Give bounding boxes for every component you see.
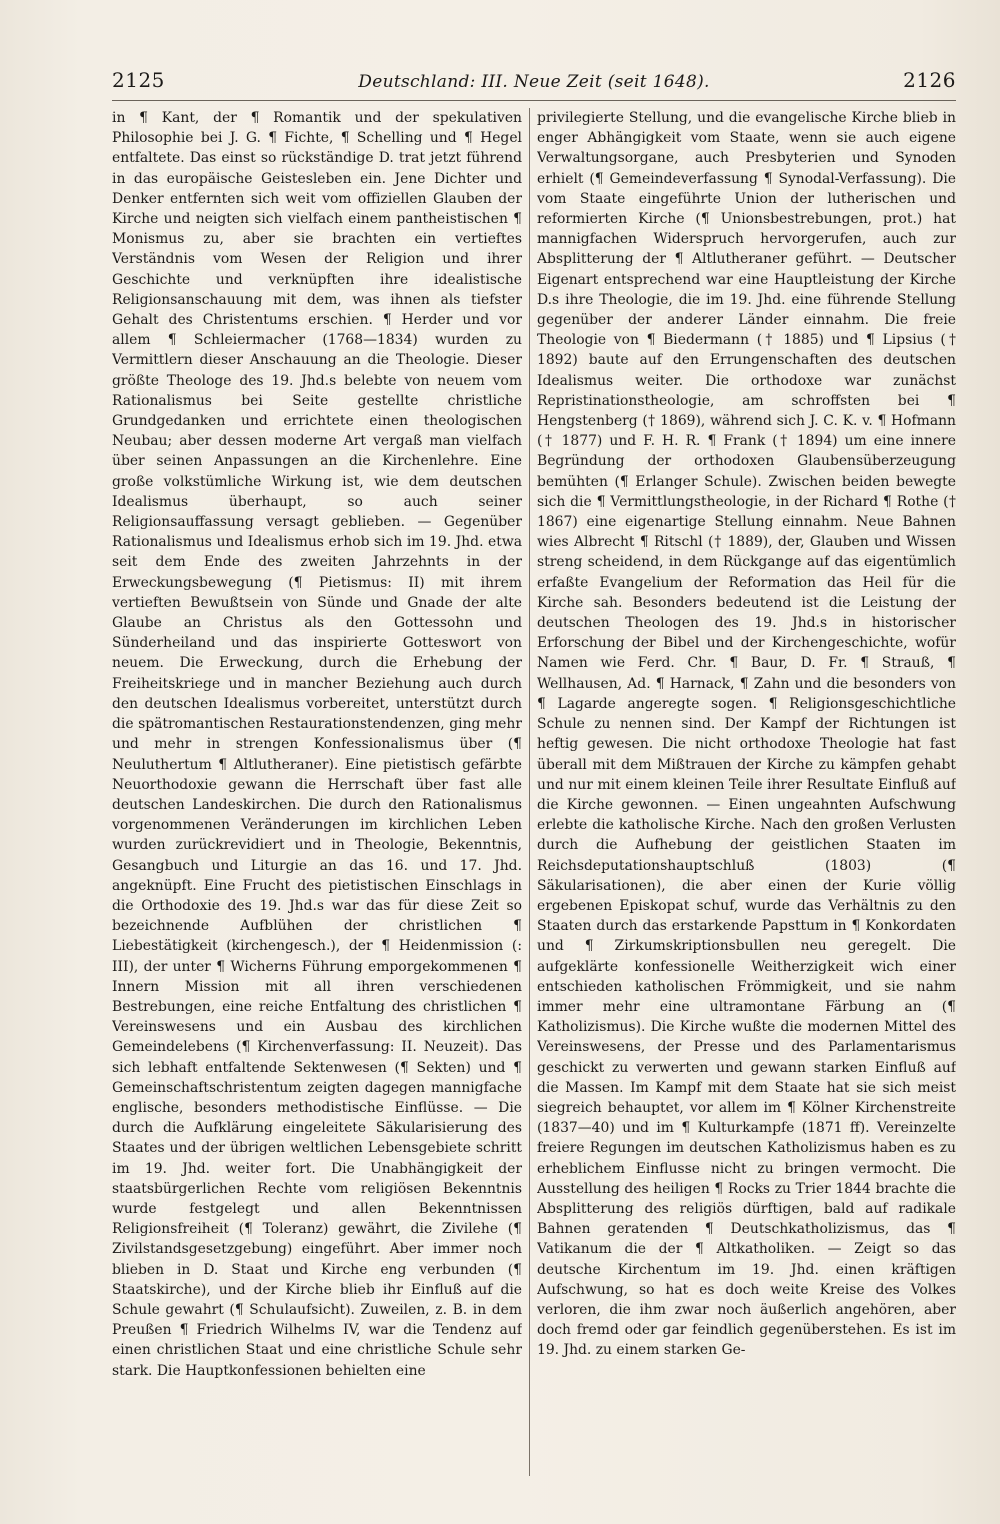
header-rule <box>112 100 956 101</box>
left-column-text: in ¶ Kant, der ¶ Romantik und der spekulativen Philosophie bei J. G. ¶ Fichte, ¶ Schelling und ¶ Hegel entfaltete. Das einst so rückständige D. trat jetzt führend in das europäische Geistesleben ein. Jene Dichter und Denker entfernten sich weit vom offiziellen Glauben der Kirche und neigten sich vielfach einem pantheistischen ¶ Monismus zu, aber sie brachten ein vertieftes Verständnis vom Wesen der Religion und ihrer Geschichte und verknüpften ihre idealistische Religionsanschauung mit dem, was ihnen als tiefster Gehalt des Christentums erschien. ¶ Herder und vor allem ¶ Schleiermacher (1768—1834) wurden zu Vermittlern dieser Anschauung an die Theologie. Dieser größte Theologe des 19. Jhd.s belebte von neuem vom Rationalismus bei Seite gestellte christliche Grundgedanken und errichtete einen theologischen Neubau; aber dessen moderne Art vergaß man vielfach über seinen Anpassungen an die Kirchenlehre. Eine große volkstümliche Wirkung ist, wie dem deutschen Idealismus überhaupt, so auch seiner Religionsauffassung versagt geblieben. — Gegenüber Rationalismus und Idealismus erhob sich im 19. Jhd. etwa seit dem Ende des zweiten Jahrzehnts in der Erweckungsbewegung (¶ Pietismus: II) mit ihrem vertieften Bewußtsein von Sünde und Gnade der alte Glaube an Christus als den Gottessohn und Sünderheiland und das inspirierte Gotteswort von neuem. Die Erweckung, durch die Erhebung der Freiheitskriege und in mancher Beziehung auch durch den deutschen Idealismus vorbereitet, unterstützt durch die spätromantischen Restaurationstendenzen, ging mehr und mehr in strengen Konfessionalismus über (¶ Neuluthertum ¶ Altlutheraner). Eine pietistisch gefärbte Neuorthodoxie gewann die Herrschaft über fast alle deutschen Landeskirchen. Die durch den Rationalismus vorgenommenen Veränderungen im kirchlichen Leben wurden zurückrevidiert und in Theologie, Bekenntnis, Gesangbuch und Liturgie an das 16. und 17. Jhd. angeknüpft. Eine Frucht des pietistischen Einschlags in die Orthodoxie des 19. Jhd.s war das für diese Zeit so bezeichnende Aufblühen der christlichen ¶ Liebestätigkeit (kirchengesch.), der ¶ Heidenmission (: III), der unter ¶ Wicherns Führung emporgekommenen ¶ Innern Mission mit all ihren verschiedenen Bestrebungen, eine reiche Entfaltung des christlichen ¶ Vereinswesens und ein Ausbau des kirchlichen Gemeindelebens (¶ Kirchenverfassung: II. Neuzeit). Das sich lebhaft entfaltende Sektenwesen (¶ Sekten) und ¶ Gemeinschaftschristentum zeigten dagegen mannigfache englische, besonders methodistische Einflüsse. — Die durch die Aufklärung eingeleitete Säkularisierung des Staates und der übrigen weltlichen Lebensgebiete schritt im 19. Jhd. weiter fort. Die Unabhängigkeit der staatsbürgerlichen Rechte vom religiösen Bekenntnis wurde festgelegt und allen Bekenntnissen Religionsfreiheit (¶ Toleranz) gewährt, die Zivilehe (¶ Zivilstandsgesetzgebung) eingeführt. Aber immer noch blieben in D. Staat und Kirche eng verbunden (¶ Staatskirche), und der Kirche blieb ihr Einfluß auf die Schule gewahrt (¶ Schulaufsicht). Zuweilen, z. B. in dem Preußen ¶ Friedrich Wilhelms IV, war die Tendenz auf einen christlichen Staat und eine christliche Schule sehr stark. Die Hauptkonfessionen behielten eine <box>112 110 522 1379</box>
running-header <box>112 62 956 92</box>
left-page-number: 2125 <box>112 68 165 92</box>
column-divider <box>529 108 530 1476</box>
header-title: Deutschland: III. Neue Zeit (seit 1648). <box>358 72 710 92</box>
left-column <box>112 108 522 1488</box>
right-page-number: 2126 <box>903 68 956 92</box>
right-column <box>537 108 956 1488</box>
right-column-text: privilegierte Stellung, und die evangelische Kirche blieb in enger Abhängigkeit vom Staate, wenn sie auch eigene Verwaltungsorgane, auch Presbyterien und Synoden erhielt (¶ Gemeindeverfassung ¶ Synodal-Verfassung). Die vom Staate eingeführte Union der lutherischen und reformierten Kirche (¶ Unionsbestrebungen, prot.) hat mannigfachen Widerspruch hervorgerufen, auch zur Absplitterung der ¶ Altlutheraner geführt. — Deutscher Eigenart entsprechend war eine Hauptleistung der Kirche D.s ihre Theologie, die im 19. Jhd. eine führende Stellung gegenüber der anderer Länder einnahm. Die freie Theologie von ¶ Biedermann († 1885) und ¶ Lipsius († 1892) baute auf den Errungenschaften des deutschen Idealismus weiter. Die orthodoxe war zunächst Repristinationstheologie, am schroffsten bei ¶ Hengstenberg († 1869), während sich J. C. K. v. ¶ Hofmann († 1877) und F. H. R. ¶ Frank († 1894) um eine innere Begründung der orthodoxen Glaubensüberzeugung bemühten (¶ Erlanger Schule). Zwischen beiden bewegte sich die ¶ Vermittlungstheologie, in der Richard ¶ Rothe († 1867) eine eigenartige Stellung einnahm. Neue Bahnen wies Albrecht ¶ Ritschl († 1889), der, Glauben und Wissen streng scheidend, in dem Rückgange auf das eigentümlich erfaßte Evangelium der Reformation das Heil für die Kirche sah. Besonders bedeutend ist die Leistung der deutschen Theologen des 19. Jhd.s in historischer Erforschung der Bibel und der Kirchengeschichte, wofür Namen wie Ferd. Chr. ¶ Baur, D. Fr. ¶ Strauß, ¶ Wellhausen, Ad. ¶ Harnack, ¶ Zahn und die besonders von ¶ Lagarde angeregte sogen. ¶ Religionsgeschichtliche Schule zu nennen sind. Der Kampf der Richtungen ist heftig gewesen. Die nicht orthodoxe Theologie hat fast überall mit dem Mißtrauen der Kirche zu kämpfen gehabt und nur mit einem kleinen Teile ihrer Resultate Einfluß auf die Kirche gewonnen. — Einen ungeahnten Aufschwung erlebte die katholische Kirche. Nach den großen Verlusten durch die Aufhebung der geistlichen Staaten im Reichsdeputationshauptschluß (1803) (¶ Säkularisationen), die aber einen der Kurie völlig ergebenen Episkopat schuf, wurde das Verhältnis zu den Staaten durch das erstarkende Papsttum in ¶ Konkordaten und ¶ Zirkumskriptionsbullen neu geregelt. Die aufgeklärte konfessionelle Weitherzigkeit wich einer entschieden katholischen Frömmigkeit, und sie nahm immer mehr eine ultramontane Färbung an (¶ Katholizismus). Die Kirche wußte die modernen Mittel des Vereinswesens, der Presse und des Parlamentarismus geschickt zu verwerten und gewann starken Einfluß auf die Massen. Im Kampf mit dem Staate hat sie sich meist siegreich behauptet, vor allem im ¶ Kölner Kirchenstreite (1837—40) und im ¶ Kulturkampfe (1871 ff). Vereinzelte freiere Regungen im deutschen Katholizismus haben es zu erheblichem Einflusse nicht zu bringen vermocht. Die Ausstellung des heiligen ¶ Rocks zu Trier 1844 brachte die Absplitterung des religiös dürftigen, bald auf radikale Bahnen geratenden ¶ Deutschkatholizismus, das ¶ Vatikanum die der ¶ Altkatholiken. — Zeigt so das deutsche Kirchentum im 19. Jhd. einen kräftigen Aufschwung, so hat es doch weite Kreise des Volkes verloren, die ihm zwar noch äußerlich angehören, aber doch fremd oder gar feindlich gegenüberstehen. Es ist im 19. Jhd. zu einem starken Ge- <box>537 110 956 1359</box>
